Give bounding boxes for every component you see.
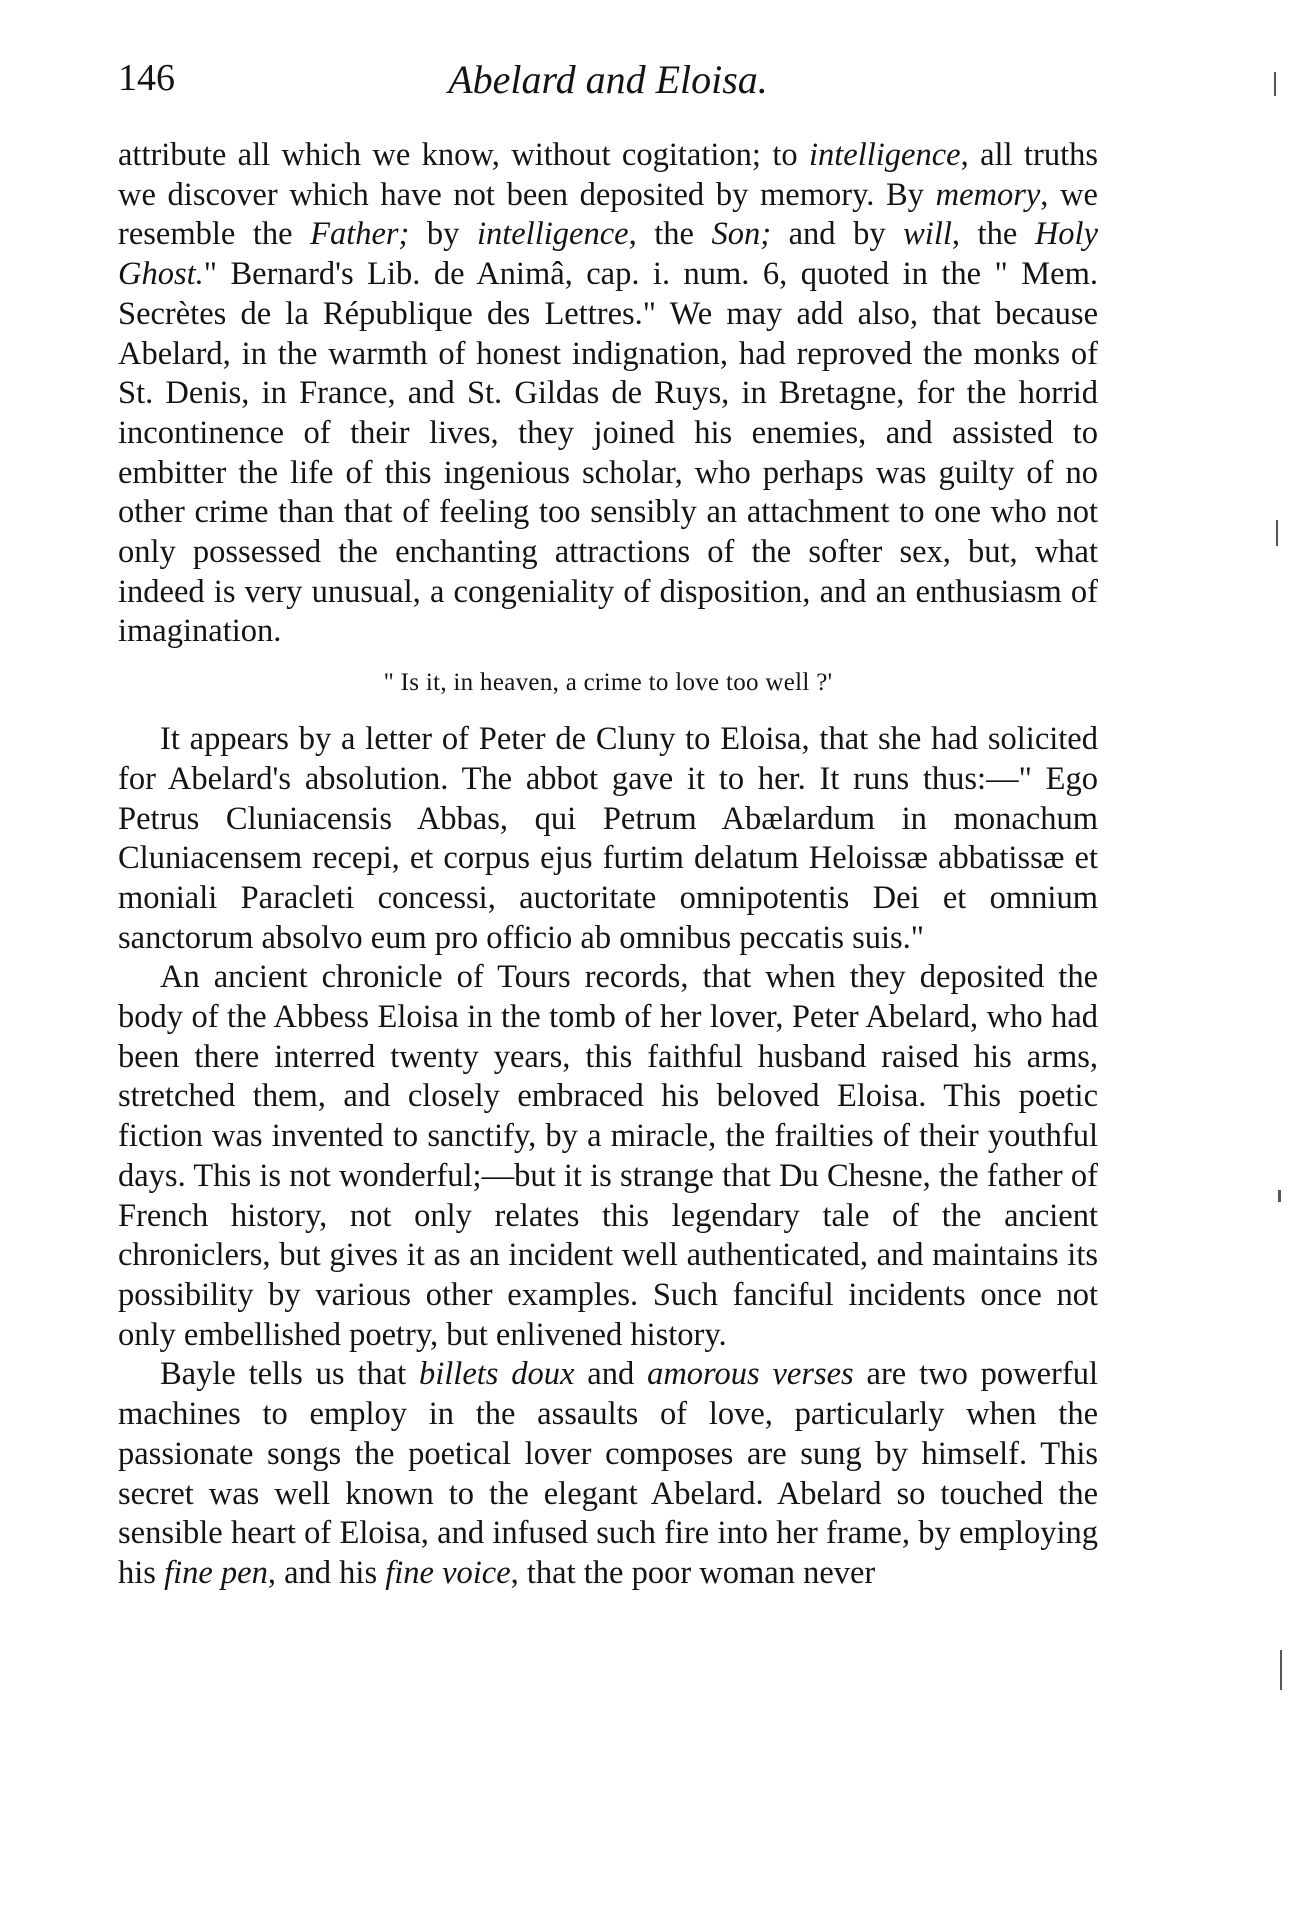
paragraph-1-text: , the [951, 216, 1035, 253]
paragraph-4-text: , and his [267, 1554, 386, 1591]
italic-term: fine voice [385, 1554, 511, 1591]
paragraph-1 [118, 136, 1098, 652]
paragraph-1-text: " Bernard's Lib. de Animâ, cap. i. num. 6, quoted in the " Mem. Secrètes de la République des Lettres." We may add also, that because Abelard, in the warmth of honest indignation, had reproved the monks of St. Denis, in France, and St. Gildas de Ruys, in Bretagne, for the horrid incontinence of their lives, they joined his enemies, and assisted to embitter the life of this ingenious scholar, who perhaps was guilty of no other crime than that of feeling too sensibly an attachment to one who not only possessed the enchanting attractions of the softer sex, but, what indeed is very unusual, a congeniality of disposition, and an enthusiasm of imagination. [118, 256, 1098, 650]
body-text [118, 136, 1098, 1594]
paragraph-1-text: , the [628, 216, 712, 253]
quotation-line: " Is it, in heaven, a crime to love too well ?' [383, 669, 833, 697]
italic-term: fine pen [164, 1554, 268, 1591]
running-head [118, 56, 1098, 106]
italic-term: will [903, 216, 952, 253]
paragraph-1-text: attribute all which we know, without cogitation; to [118, 137, 809, 173]
italic-term: billets doux [418, 1356, 575, 1393]
paragraph-4-text: , that the poor woman never [510, 1554, 876, 1591]
scan-mark [1276, 520, 1278, 546]
paragraph-4-text: and [574, 1356, 648, 1393]
italic-term: amorous verses [647, 1356, 854, 1393]
paragraph-2: It appears by a letter of Peter de Cluny to Eloisa, that she had solicited for Abelard's absolution. The abbot gave it to her. It runs thus:—" Ego Petrus Cluniacensis Abbas, qui Petrum Abælardum in monachum Cluniacensem recepi, et corpus ejus furtim delatum Heloissæ abbatissæ et moniali Paracleti concessi, auctoritate omnipotentis Dei et omnium sanctorum absolvo eum pro officio ab omnibus peccatis suis." [118, 721, 1098, 956]
paragraph-1-text: by [409, 216, 477, 253]
italic-term: memory [935, 176, 1041, 213]
italic-term: intelligence [476, 216, 629, 253]
italic-term: intelligence [808, 137, 961, 173]
paragraph-1-text: , we resemble the [118, 176, 1098, 253]
paragraph-4-text: Bayle tells us that [160, 1356, 419, 1393]
paragraph-4-text: are two powerful machines to employ in the assaults of love, particularly when the passionate songs the poetical lover composes are sung by himself. This secret was well known to the elegant Abelard. Abelard so touched the sensible heart of Eloisa, and infused such fire into her frame, by employing his [118, 1356, 1098, 1591]
scan-mark [1274, 72, 1276, 96]
paragraph-4 [118, 1355, 1098, 1593]
running-title: Abelard and Eloisa. [448, 57, 768, 102]
scan-mark [1280, 1650, 1282, 1690]
italic-term: Son; [711, 216, 772, 253]
page-number: 146 [118, 57, 175, 99]
scan-mark [1278, 1190, 1281, 1202]
italic-term: Father; [310, 216, 410, 253]
paragraph-3: An ancient chronicle of Tours records, that when they deposited the body of the Abbess Eloisa in the tomb of her lover, Peter Abelard, who had been there interred twenty years, this faithful husband raised his arms, stretched them, and closely embraced his beloved Eloisa. This poetic fiction was invented to sanctify, by a miracle, the frailties of their youthful days. This is not wonderful;—but it is strange that Du Chesne, the father of French history, not only relates this legendary tale of the ancient chroniclers, but gives it as an incident well authenticated, and maintains its possibility by various other examples. Such fanciful incidents once not only embellished poetry, but enlivened history. [118, 959, 1098, 1353]
italic-term: Holy Ghost. [118, 216, 1098, 293]
paragraph-1-text: , all truths we discover which have not been deposited by memory. By [118, 137, 1098, 213]
paragraph-1-text: and by [771, 216, 904, 253]
